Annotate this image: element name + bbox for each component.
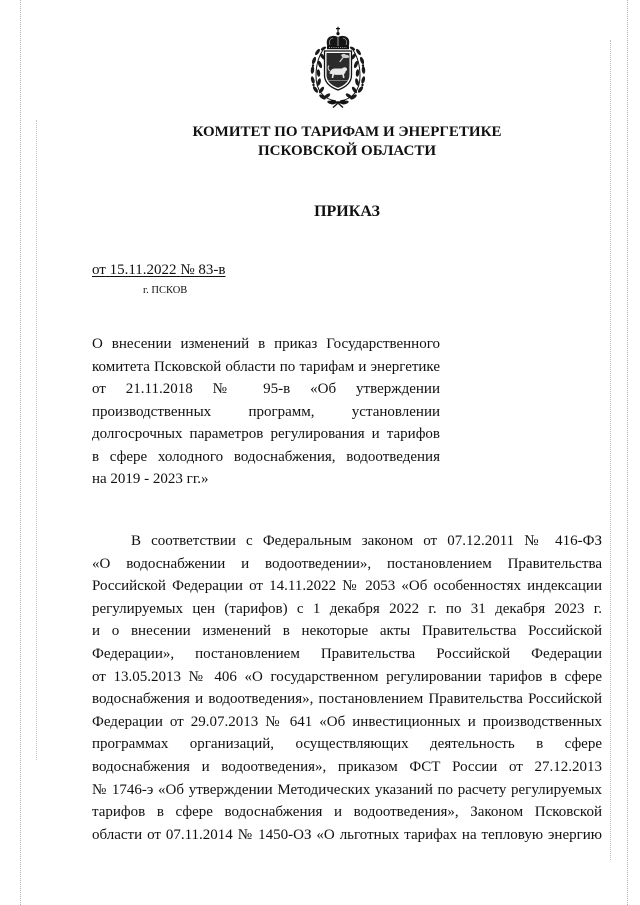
scan-artifact — [20, 0, 21, 905]
subject-line: в сфере холодного водоснабжения, водоотведения — [92, 448, 440, 465]
document-type-title: ПРИКАЗ — [314, 203, 380, 220]
subject-line: производственных программ, установлении — [92, 403, 440, 420]
preamble-line: «О водоснабжении и водоотведении», постановлением Правительства — [92, 555, 602, 572]
issuer-header — [92, 123, 602, 161]
order-number: 83-в — [198, 262, 226, 278]
issuer-name-line-2: ПСКОВСКОЙ ОБЛАСТИ — [257, 143, 437, 159]
coat-of-arms-emblem — [303, 26, 373, 108]
order-subject — [92, 333, 440, 491]
preamble-line: и о внесении изменений в некоторые акты Правительства Российской — [92, 623, 602, 640]
preamble-line: водоснабжения и водоотведения», приказом ФСТ России от 27.12.2013 — [92, 758, 602, 775]
subject-line: от 21.11.2018 № 95-в «Об утверждении — [92, 381, 440, 397]
order-date-number — [92, 261, 225, 279]
shield-icon — [325, 51, 352, 90]
preamble-paragraph — [92, 530, 602, 846]
subject-line: на 2019 - 2023 гг.» — [92, 471, 209, 487]
issuer-name-line-1: КОМИТЕТ ПО ТАРИФАМ И ЭНЕРГЕТИКЕ — [192, 124, 502, 140]
preamble-line: Федерации от 29.07.2013 № 641 «Об инвестиционных и производственных — [92, 713, 602, 730]
preamble-line: Российской Федерации от 14.11.2022 № 2053 «Об особенностях индексации — [92, 578, 602, 595]
order-date: 15.11.2022 — [109, 262, 177, 278]
preamble-line: Федерации», постановлением Правительства Российской Федерации — [92, 645, 602, 662]
preamble-line: программах организаций, осуществляющих деятельность в сфере — [92, 736, 602, 753]
preamble-line: от 13.05.2013 № 406 «О государственном регулировании тарифов в сфере — [92, 668, 602, 685]
ribbon-icon — [330, 100, 346, 108]
scan-artifact — [627, 0, 628, 905]
order-date-prefix: от — [92, 262, 106, 278]
pskov-coat-of-arms-icon — [303, 26, 373, 108]
scan-artifact — [610, 40, 611, 860]
preamble-line: № 1746-э «Об утверждении Методических указаний по расчету регулируемых — [92, 781, 602, 798]
preamble-line: В соответствии с Федеральным законом от 07.12.2011 № 416-ФЗ — [131, 533, 602, 549]
crown-icon — [327, 27, 350, 49]
preamble-line: тарифов в сфере водоснабжения и водоотведения», Законом Псковской — [92, 804, 602, 821]
scan-artifact — [36, 120, 37, 760]
preamble-line: водоснабжения и водоотведения», постановлением Правительства Российской — [92, 691, 602, 708]
subject-line: комитета Псковской области по тарифам и энергетике — [92, 358, 440, 375]
issue-city: г. ПСКОВ — [143, 285, 188, 296]
preamble-line: регулируемых цен (тарифов) с 1 декабря 2022 г. по 31 декабря 2023 г. — [92, 600, 602, 617]
subject-line: О внесении изменений в приказ Государственного — [92, 336, 440, 352]
order-number-sign: № — [180, 262, 195, 278]
subject-line: долгосрочных параметров регулирования и тарифов — [92, 426, 440, 442]
preamble-line: области от 07.11.2014 № 1450-ОЗ «О льготных тарифах на тепловую энергию — [92, 826, 602, 843]
